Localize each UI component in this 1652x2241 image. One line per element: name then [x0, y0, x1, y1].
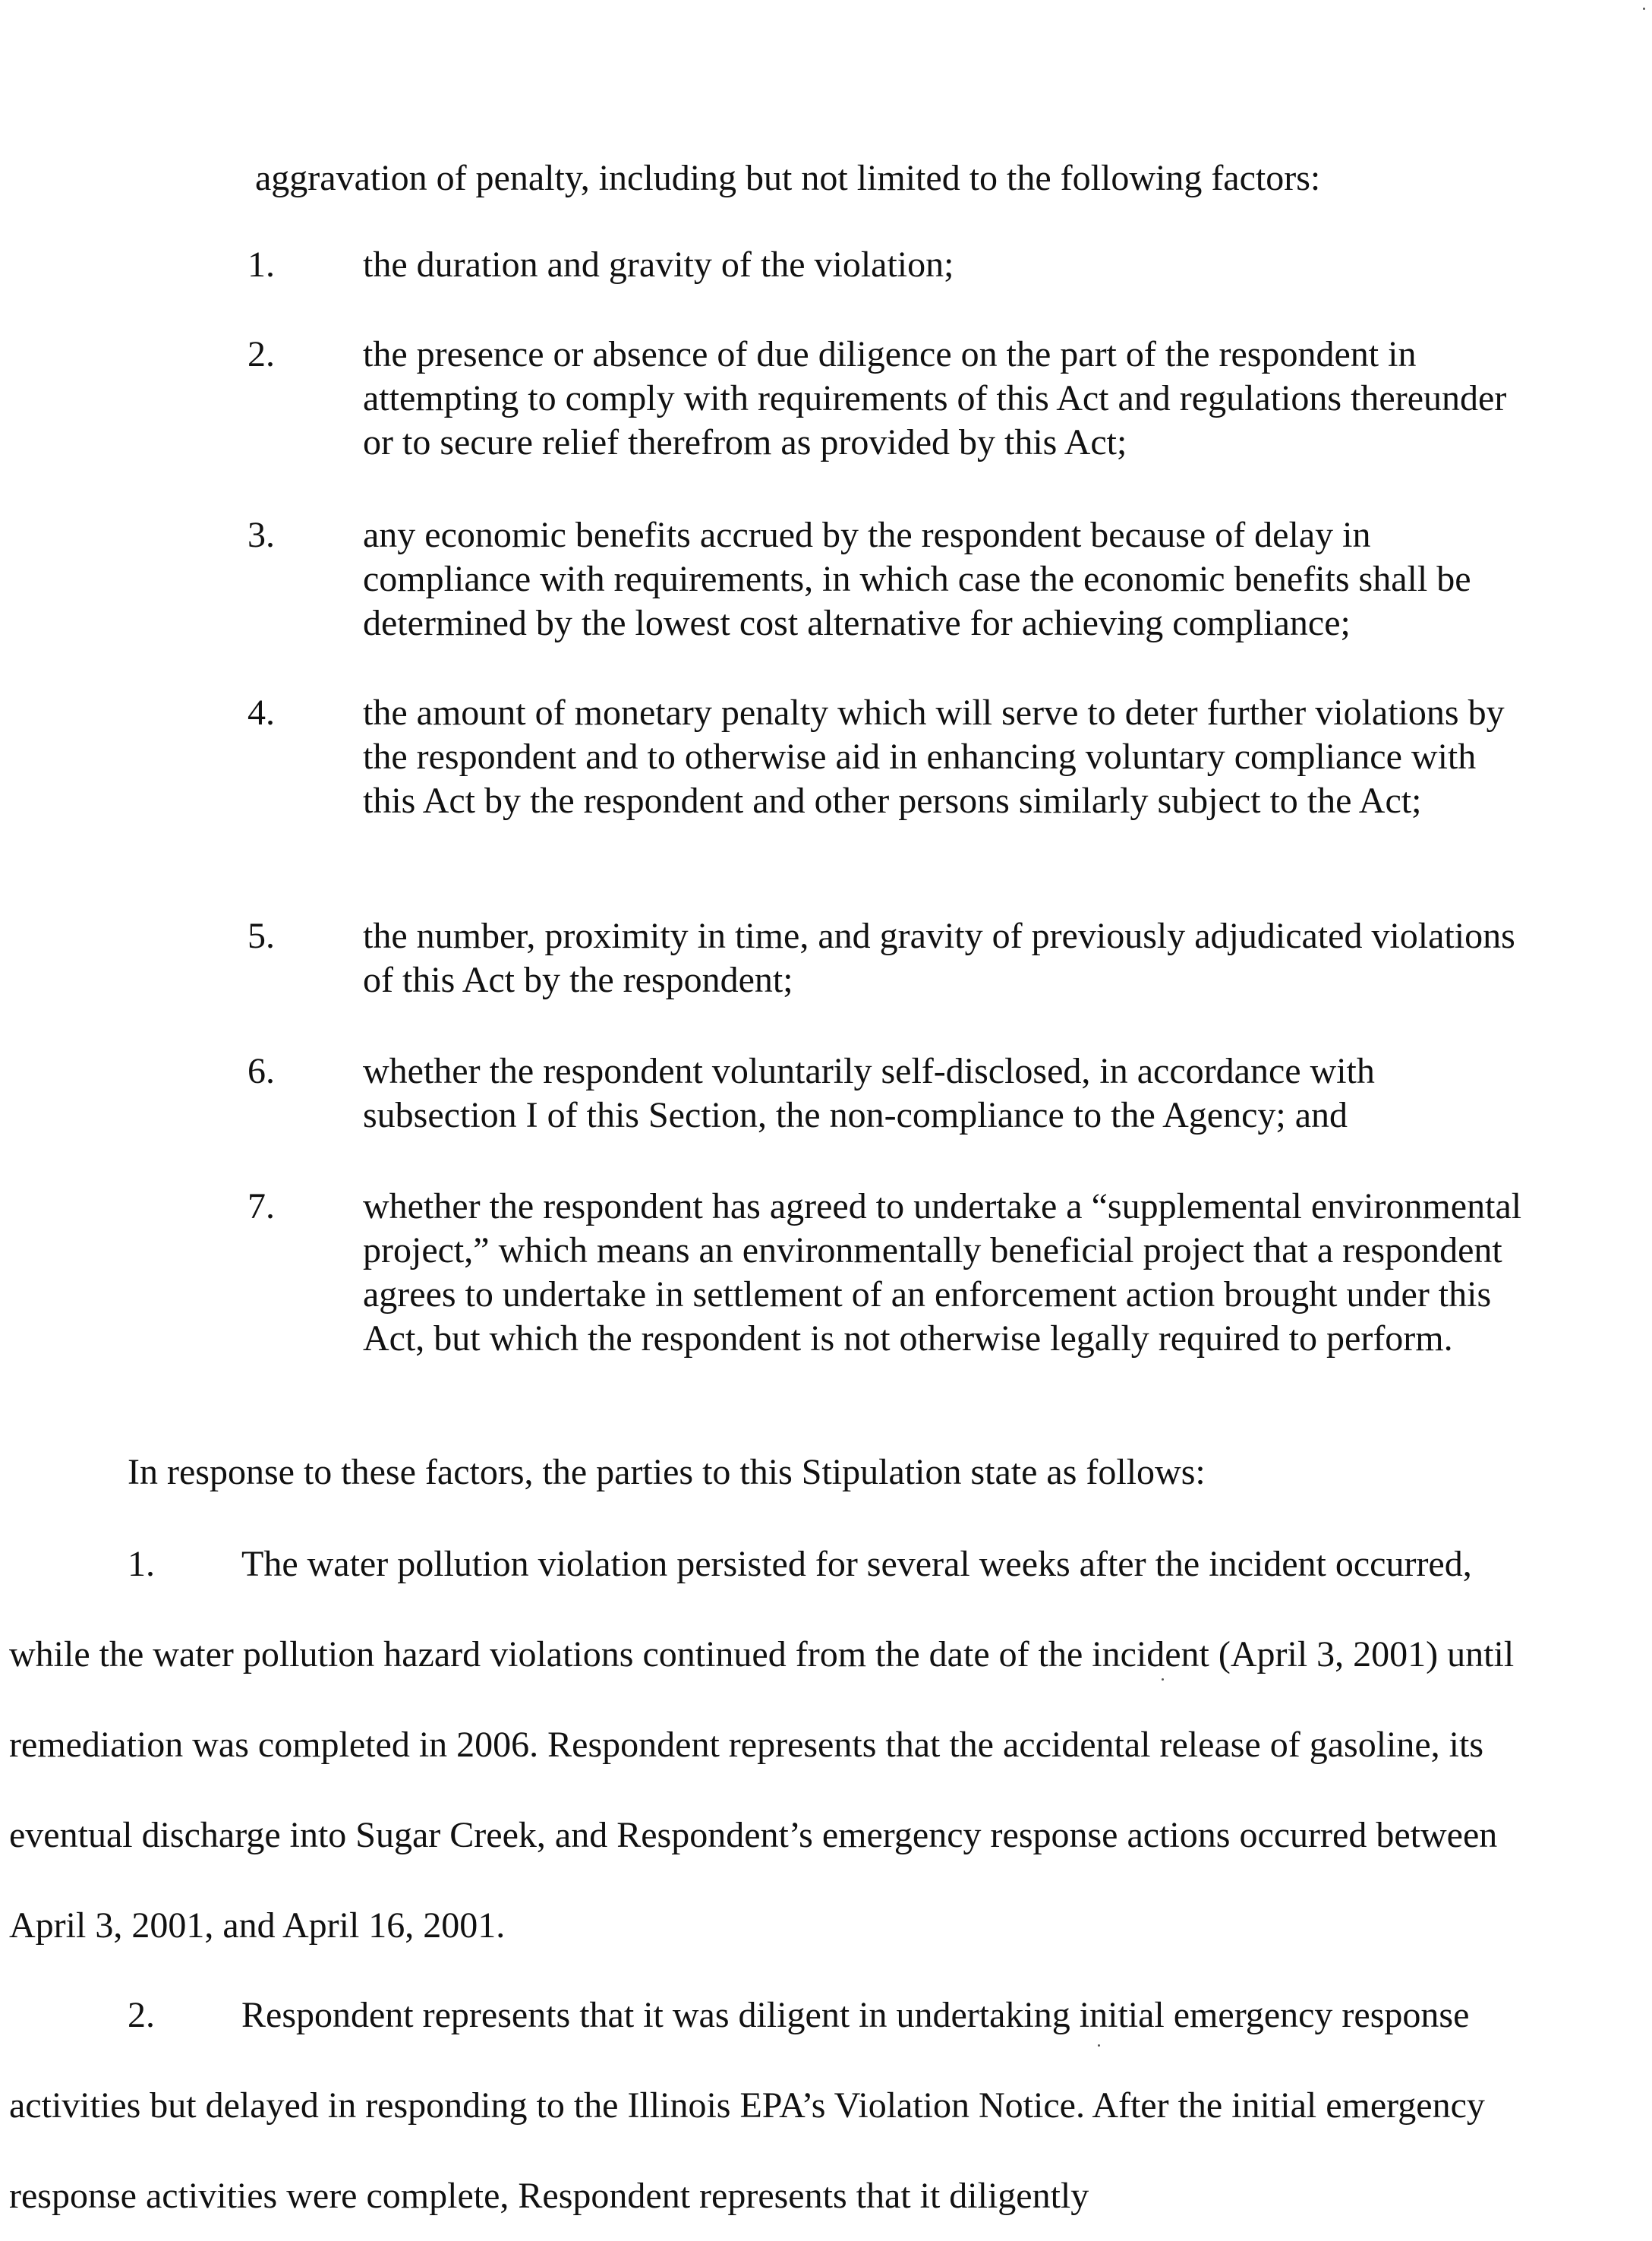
- numbered-paragraph: [9, 1519, 1558, 1971]
- factor-text: the amount of monetary penalty which will serve to deter further violations by the respondent and to otherwise aid in enhancing voluntary compliance with this Act by the respondent and other persons similarly subject to the Act;: [363, 693, 1505, 821]
- factor-number: 4.: [247, 693, 275, 733]
- response-lead: In response to these factors, the parties to this Stipulation state as follows:: [128, 1452, 1206, 1492]
- factor-number: 3.: [247, 515, 275, 555]
- factor-text: the presence or absence of due diligence on the part of the respondent in attempting to comply with requirements of this Act and regulations thereunder or to secure relief therefrom as provided by this Act;: [363, 334, 1507, 462]
- paragraph-text: Respondent represents that it was diligent in undertaking initial emergency response activities but delayed in responding to the Illinois EPA’s Violation Notice. After the initial emergency response activities were complete, Respondent represents that it diligently: [9, 1995, 1485, 2216]
- factor-number: 2.: [247, 334, 275, 374]
- factor-number: 1.: [247, 245, 275, 285]
- scan-speck: [1098, 2044, 1100, 2047]
- factor-text: whether the respondent has agreed to undertake a “supplemental environmental project,” which means an environmentally beneficial project that a respondent agrees to undertake in settlement of an enforcement action brought under this Act, but which the respondent is not otherwise legally required to perform.: [363, 1186, 1522, 1359]
- factor-text: the number, proximity in time, and gravity of previously adjudicated violations of this Act by the respondent;: [363, 916, 1515, 1000]
- scan-speck: [1162, 1678, 1164, 1681]
- paragraph-text: The water pollution violation persisted for several weeks after the incident occurred, while the water pollution hazard violations continued from the date of the incident (April 3, 2001) until remediation was completed in 2006. Respondent represents that the accidental release of gasoline, its eventual discharge into Sugar Creek, and Respondent’s emergency response actions occurred between April 3, 2001, and April 16, 2001.: [9, 1544, 1515, 1946]
- factor-number: 7.: [247, 1186, 275, 1226]
- numbered-paragraph: [9, 1970, 1558, 2241]
- scan-speck: [1643, 8, 1645, 10]
- factor-number: 5.: [247, 916, 275, 956]
- factor-text: any economic benefits accrued by the respondent because of delay in compliance with requirements, in which case the economic benefits shall be determined by the lowest cost alternative for achieving compliance;: [363, 515, 1471, 643]
- paragraph-number: 1.: [128, 1544, 155, 1584]
- paragraph-number: 2.: [128, 1995, 155, 2035]
- intro-line: aggravation of penalty, including but not limited to the following factors:: [255, 158, 1321, 198]
- factor-text: whether the respondent voluntarily self-disclosed, in accordance with subsection I of this Section, the non-compliance to the Agency; and: [363, 1051, 1375, 1135]
- factor-text: the duration and gravity of the violation;: [363, 245, 954, 285]
- factor-number: 6.: [247, 1051, 275, 1091]
